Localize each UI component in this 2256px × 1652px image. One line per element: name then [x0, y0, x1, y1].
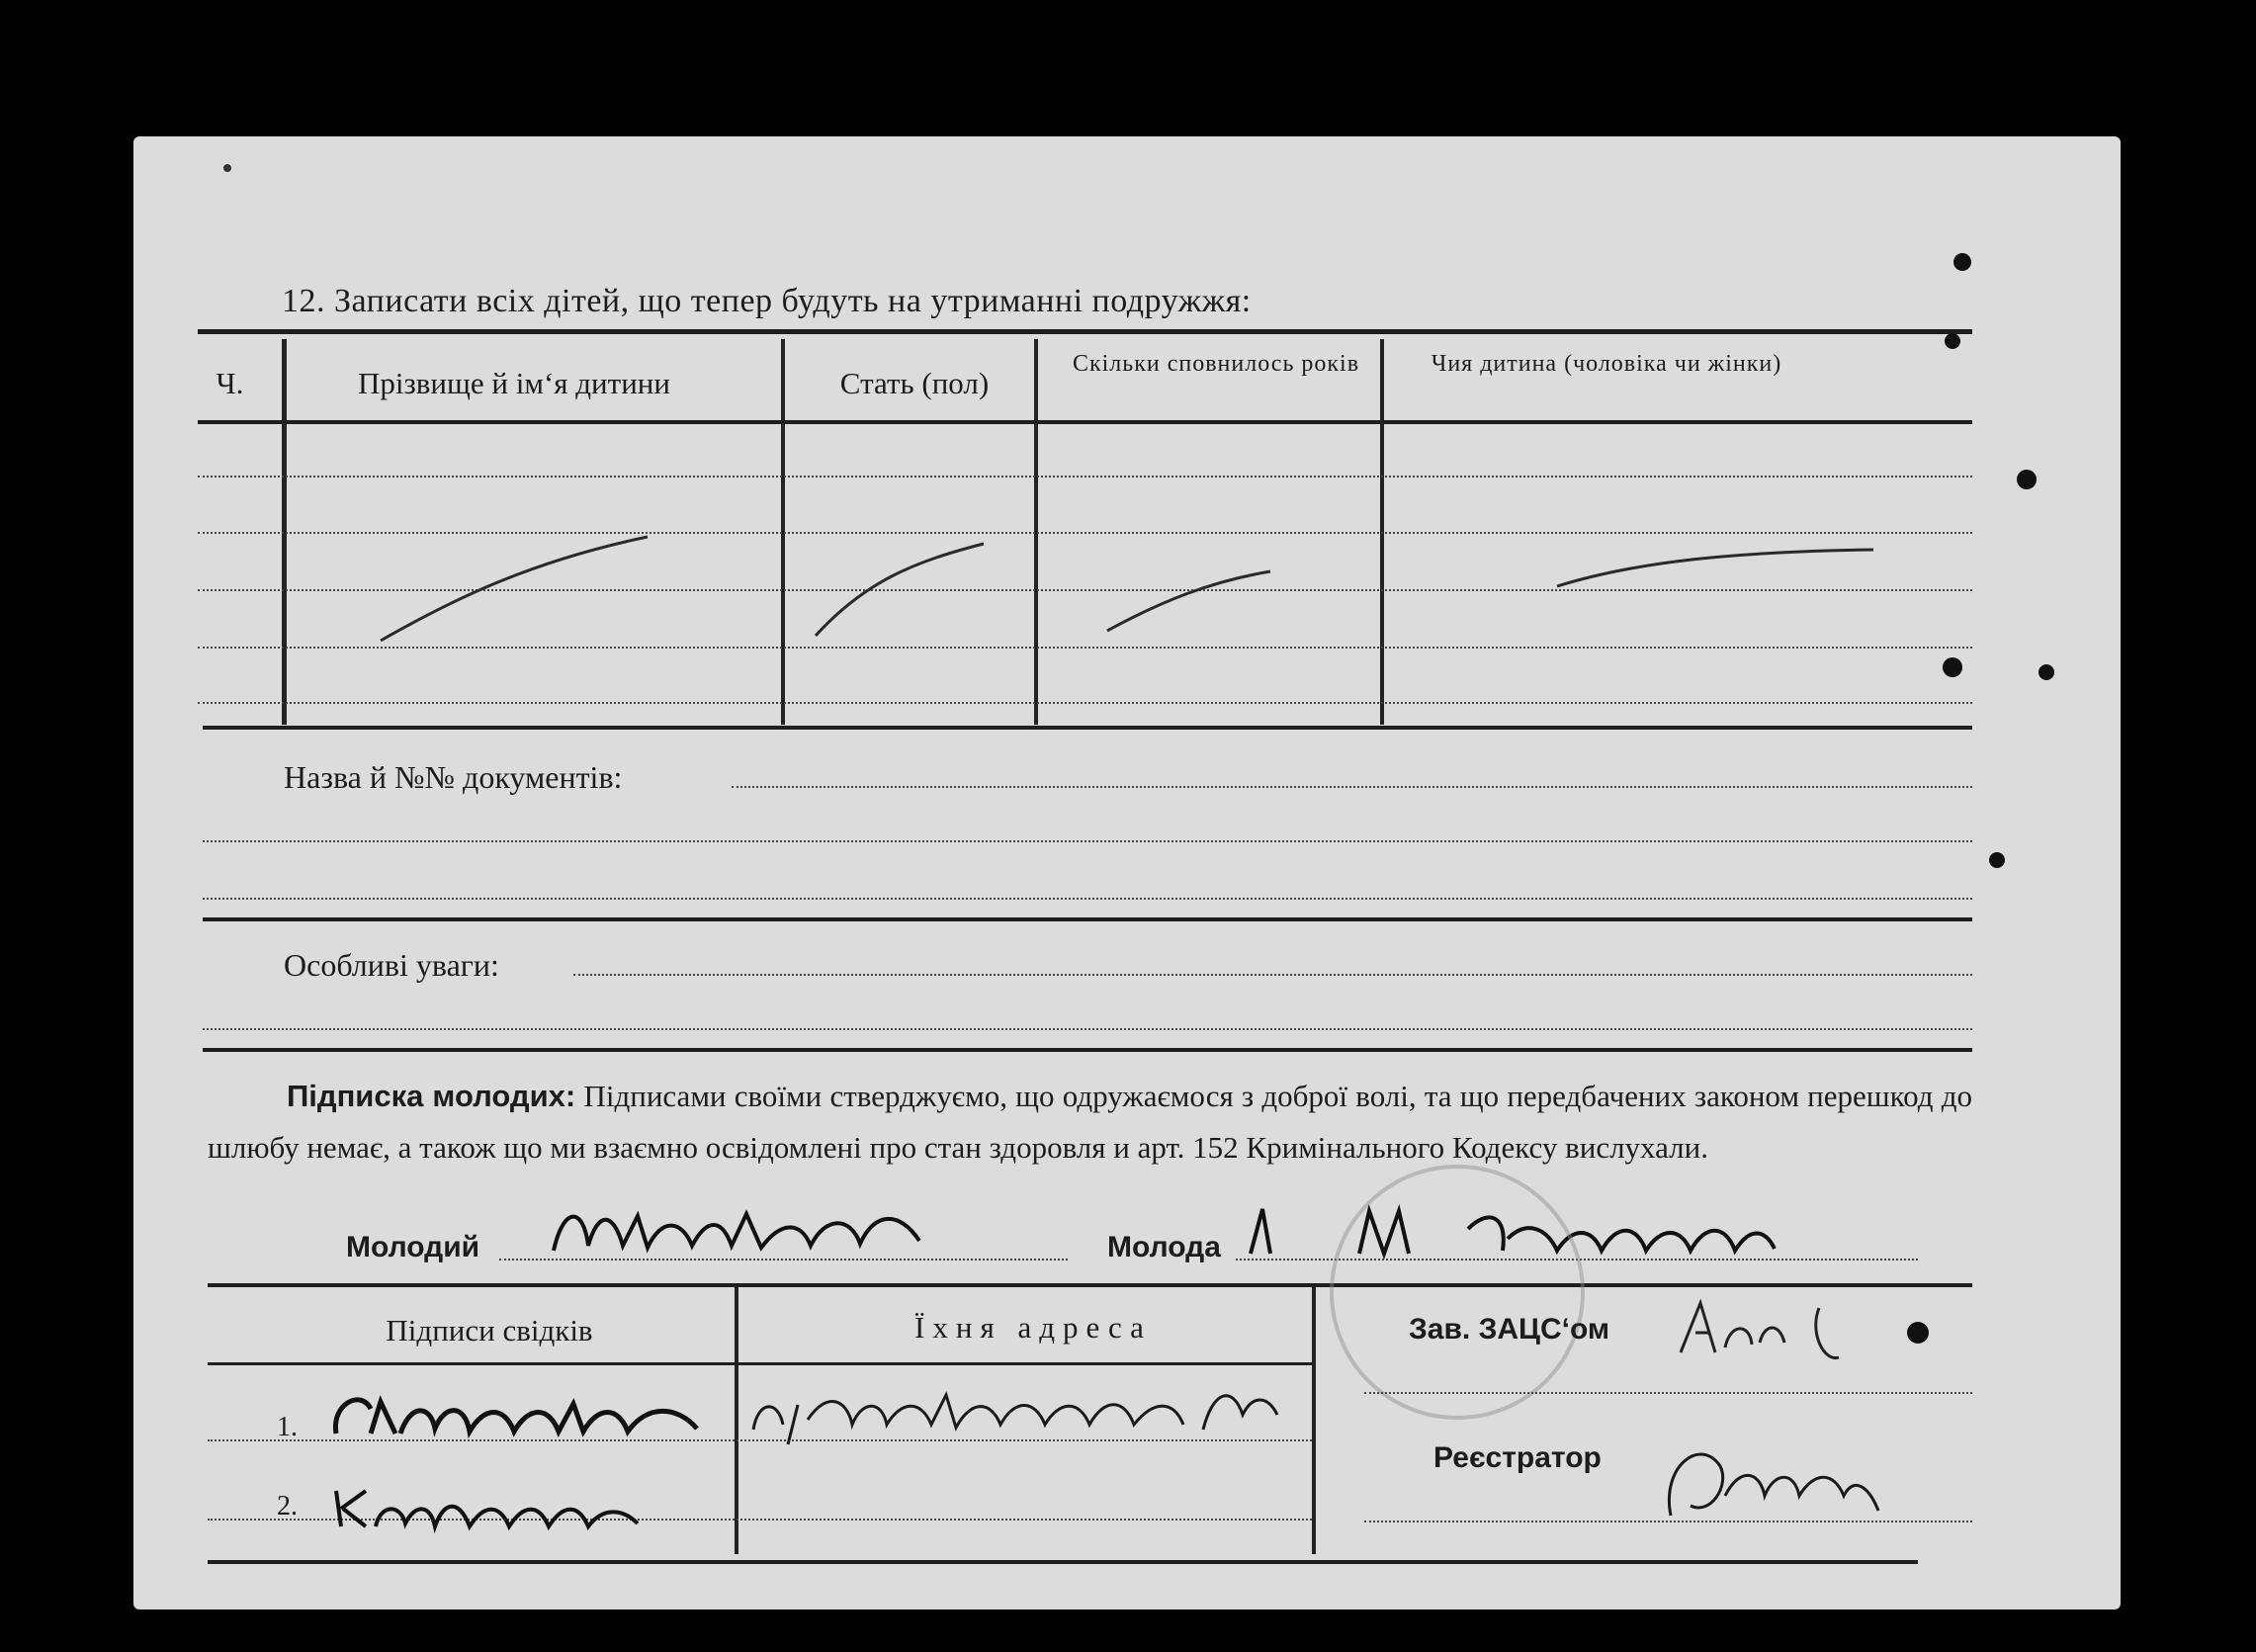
witness-column-divider — [1312, 1287, 1316, 1554]
witness-address-header: Їхня адреса — [914, 1310, 1152, 1345]
table-handwritten-strokes — [133, 136, 2121, 828]
column-header-number: Ч. — [216, 366, 244, 400]
stroke-age — [1107, 571, 1270, 631]
stroke-sex — [816, 544, 984, 636]
witness-signatures-header: Підписи свідків — [386, 1313, 593, 1348]
declaration-paragraph — [208, 1071, 1972, 1174]
documents-label: Назва й №№ документів: — [284, 759, 623, 795]
stroke-child-name — [381, 537, 648, 641]
section-12-title: 12. Записати всіх дітей, що тепер будуть на утриманні подружжя: — [282, 283, 1252, 319]
declaration-text: Підписами своїми стверджуємо, що одружаємося з доброї волі, та що передбачених законом перешкод до шлюбу немає, а також що ми взаємно освідомлені про стан здоровля и арт. 152 Кримінального Кодексу вислухали. — [208, 1079, 1973, 1165]
column-header-age: Скільки сповнилось років — [1072, 351, 1360, 377]
remarks-bottom-rule — [203, 1048, 1972, 1052]
witness-row-1-number: 1. — [277, 1412, 298, 1442]
witness-2-signature-icon — [321, 1479, 677, 1538]
remarks-label: Особливі уваги: — [284, 947, 499, 983]
head-of-registry-line — [1364, 1392, 1972, 1394]
witness-header-rule — [208, 1362, 1312, 1365]
form-sheet — [133, 136, 2121, 1609]
documents-bottom-rule — [203, 917, 1972, 921]
head-of-registry-label: Зав. ЗАЦС‘ом — [1409, 1313, 1610, 1346]
remarks-line — [573, 974, 1972, 976]
column-header-whose-child: Чия дитина (чоловіка чи жінки) — [1431, 351, 1782, 377]
stroke-whose-child — [1557, 550, 1873, 586]
head-of-registry-signature-icon — [1671, 1293, 1868, 1372]
witness-table-top-rule — [208, 1283, 1972, 1287]
remarks-line — [203, 1028, 1972, 1030]
documents-line — [732, 786, 1972, 788]
groom-signature-icon — [544, 1196, 939, 1265]
official-stamp-icon — [1330, 1165, 1585, 1420]
groom-label: Молодий — [346, 1231, 480, 1263]
documents-line — [203, 840, 1972, 842]
declaration-heading: Підписка молодих: — [287, 1079, 576, 1113]
bride-label: Молода — [1107, 1231, 1221, 1263]
witness-1-signature-icon — [321, 1384, 737, 1453]
column-header-child-name: Прізвище й ім‘я дитини — [358, 366, 670, 400]
registrar-label: Реєстратор — [1433, 1441, 1602, 1474]
column-header-sex: Стать (пол) — [839, 366, 990, 400]
witness-table-bottom-rule — [208, 1560, 1918, 1564]
documents-line — [203, 898, 1972, 900]
witness-address-handwriting-icon — [738, 1370, 1292, 1459]
registrar-signature-icon — [1651, 1427, 1888, 1535]
witness-row-2-number: 2. — [277, 1491, 298, 1522]
